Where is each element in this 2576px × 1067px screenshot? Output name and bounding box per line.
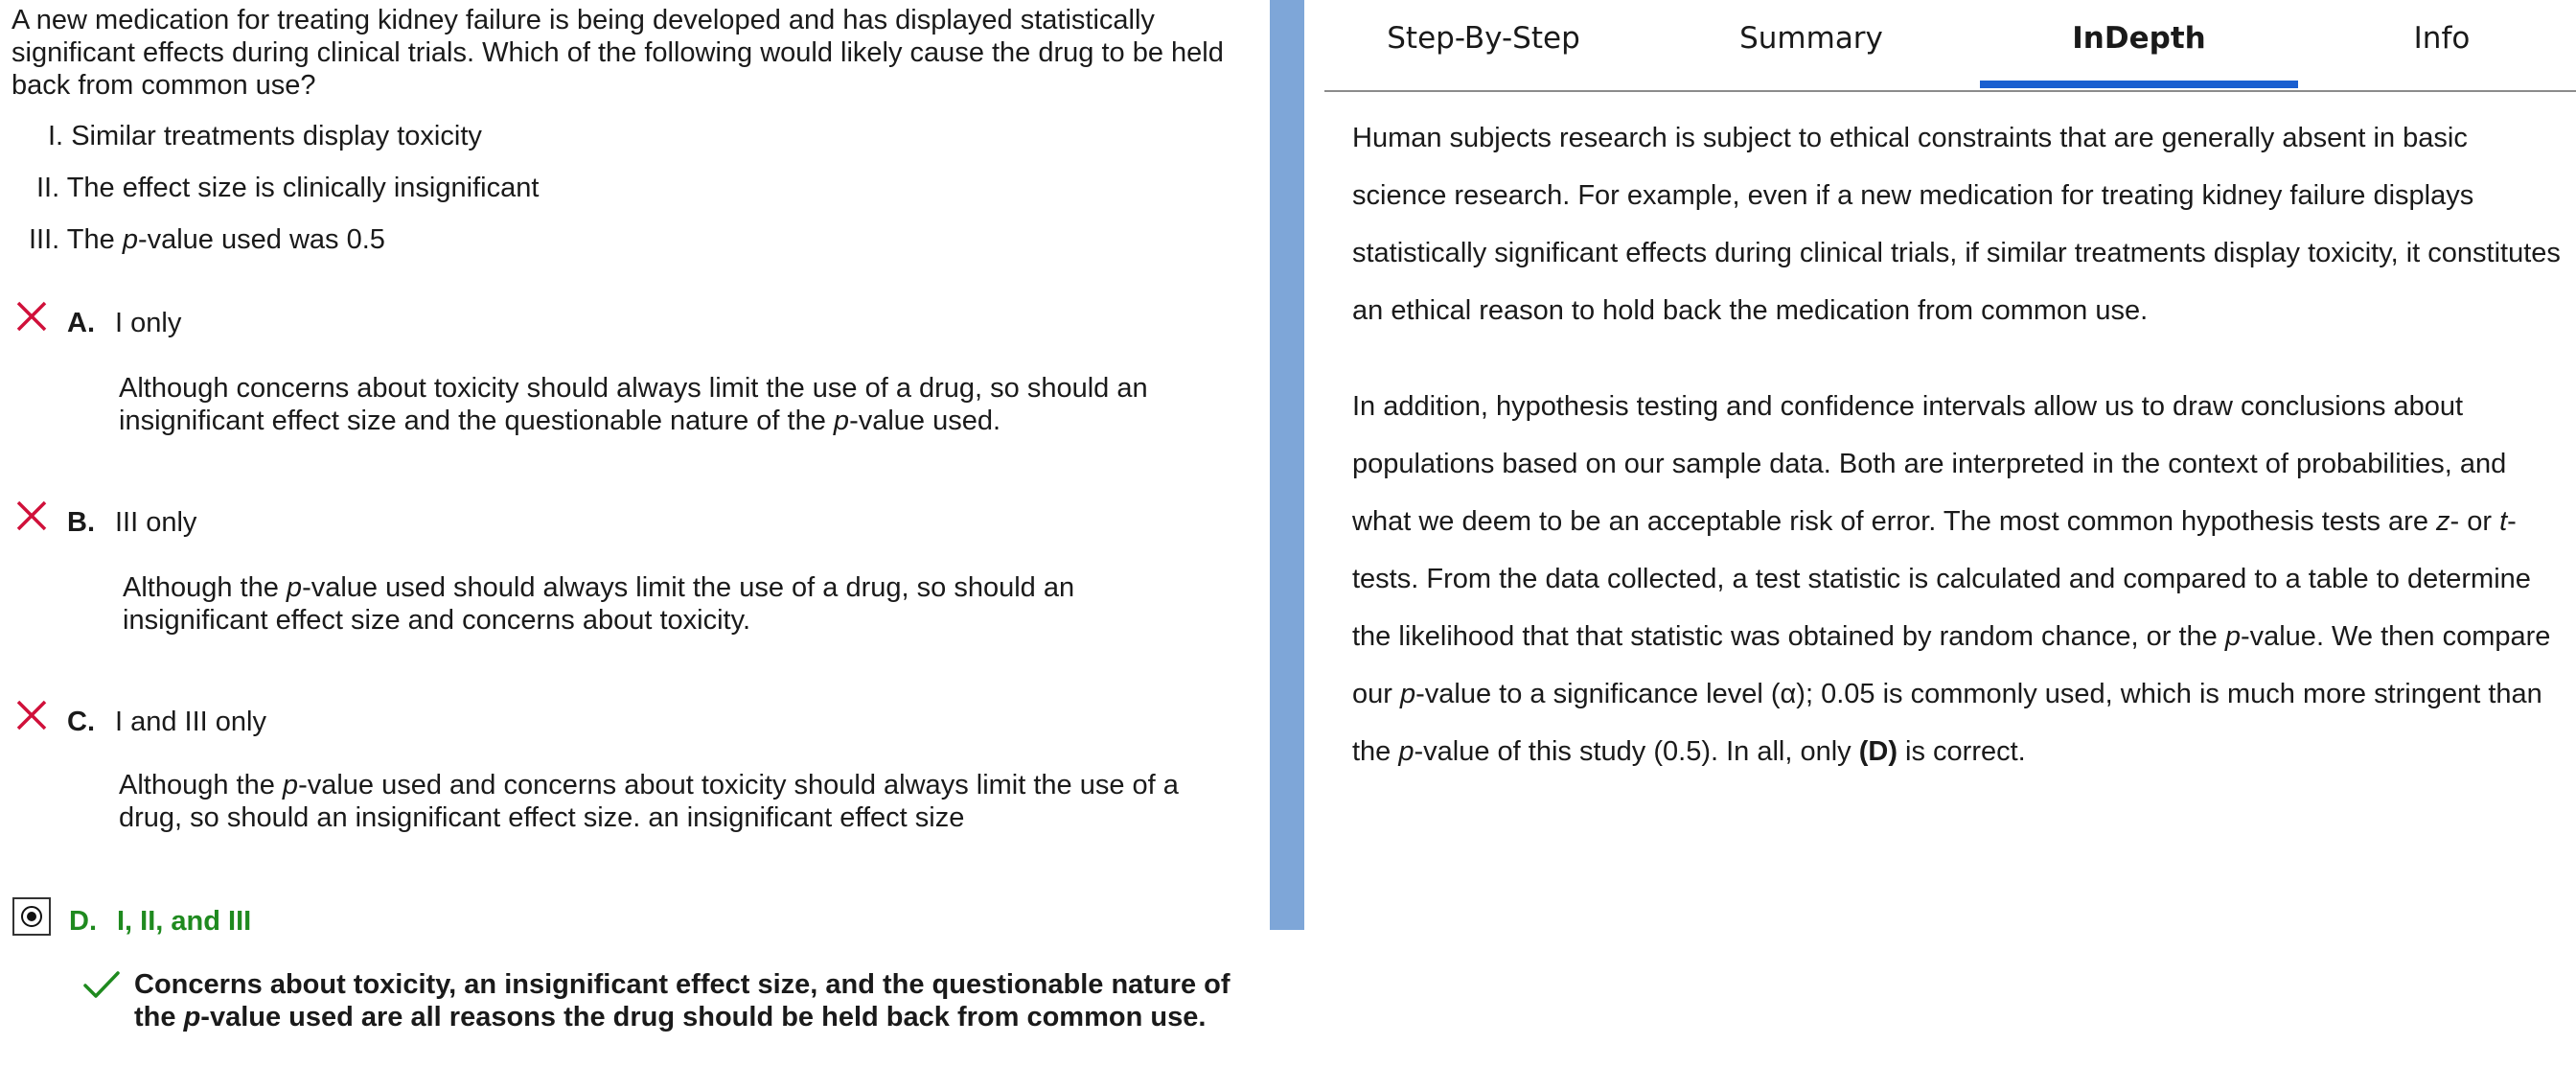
x-mark-icon — [12, 297, 51, 336]
tab-indepth[interactable]: InDepth — [2072, 21, 2206, 56]
choice-c-explanation: Although the p-value used and concerns about toxicity should always limit the use of a drug, so should an insignificant effect size. an insignificant effect size — [119, 770, 1179, 833]
x-mark-icon — [12, 497, 51, 535]
choice-a-letter[interactable]: A. — [67, 308, 95, 338]
choice-c-text[interactable]: I and III only — [115, 707, 266, 737]
statement-2: II. The effect size is clinically insignificant — [36, 173, 540, 203]
choice-d-explanation: Concerns about toxicity, an insignificant effect size, and the questionable nature of the p-value used are all reasons the drug should be held back from common use. — [134, 969, 1230, 1032]
question-stem: A new medication for treating kidney failure is being developed and has displayed statistically significant effects during clinical trials. Which of the following would likely cause the drug to be held back from common use? — [12, 5, 1224, 101]
choice-b-text[interactable]: III only — [115, 507, 197, 538]
panel-scrollbar[interactable] — [1270, 0, 1304, 1067]
x-mark-icon — [12, 696, 51, 734]
choice-b-letter[interactable]: B. — [67, 507, 95, 538]
choice-c-letter[interactable]: C. — [67, 707, 95, 737]
active-tab-indicator — [1980, 81, 2298, 88]
choice-a-explanation: Although concerns about toxicity should always limit the use of a drug, so should an insignificant effect size and the questionable nature of the p-value used. — [119, 373, 1148, 436]
tab-bar — [1324, 0, 2576, 92]
statement-1: I. Similar treatments display toxicity — [48, 121, 482, 151]
statement-3: III. The p-value used was 0.5 — [29, 224, 385, 255]
tab-step-by-step[interactable]: Step-By-Step — [1387, 21, 1580, 56]
radio-selected-icon[interactable] — [12, 897, 51, 936]
tab-summary[interactable]: Summary — [1739, 21, 1883, 56]
choice-b-explanation: Although the p-value used should always limit the use of a drug, so should an insignificant effect size and concerns about toxicity. — [123, 572, 1075, 636]
choice-a-text[interactable]: I only — [115, 308, 182, 338]
question-panel — [0, 0, 1270, 1067]
indepth-paragraph-2: In addition, hypothesis testing and confidence intervals allow us to draw conclusions about populations based on our sample data. Both are interpreted in the context of probabilities, and what we deem to be an acceptable risk of error. The most common hypothesis tests are z- or t-tests. From the data collected, a test statistic is calculated and compared to a table to determine the likelihood that that statistic was obtained by random chance, or the p-value. We then compare our p-value to a significance level (α); 0.05 is commonly used, which is much more stringent than the p-value of this study (0.5). In all, only (D) is correct. — [1352, 391, 2551, 767]
scrollbar-thumb[interactable] — [1270, 0, 1304, 930]
indepth-paragraph-1: Human subjects research is subject to ethical constraints that are generally absent in basic science research. For example, even if a new medication for treating kidney failure displays statistically significant effects during clinical trials, if similar treatments display toxicity, it constitutes an ethical reason to hold back the medication from common use. — [1352, 123, 2561, 326]
explanation-panel — [1304, 0, 2576, 1067]
checkmark-icon — [81, 968, 122, 1003]
choice-d-text[interactable]: I, II, and III — [117, 906, 252, 937]
choice-d-letter[interactable]: D. — [69, 906, 97, 937]
tab-info[interactable]: Info — [2413, 21, 2471, 56]
